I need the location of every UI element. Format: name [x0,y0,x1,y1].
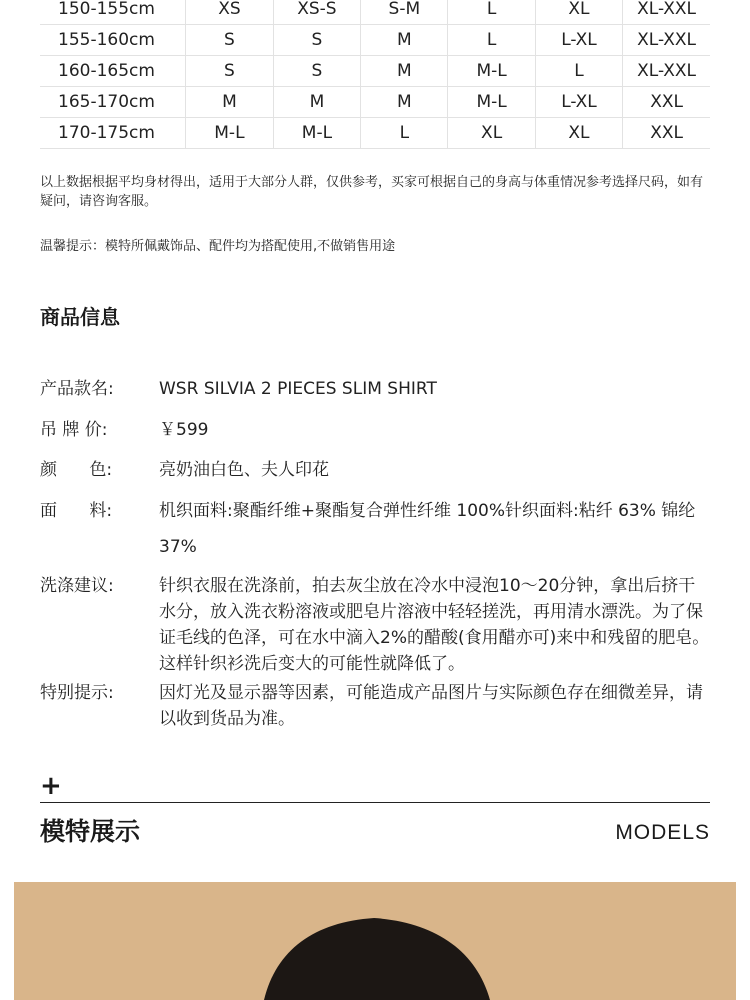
size-cell: M-L [186,118,273,149]
size-row [40,25,710,56]
size-row-height: 165-170cm [40,87,186,118]
size-cell: M [186,87,273,118]
size-cell: XS-S [273,0,361,25]
size-cell: XL-XXL [623,0,710,25]
size-disclaimer: 以上数据根据平均身材得出，适用于大部分人群，仅供参考，买家可根据自己的身高与体重情况参考选择尺码，如有疑问，请咨询客服。 [40,175,704,209]
size-row [40,0,710,25]
size-row-height: 150-155cm [40,0,186,25]
fabric-label: 面 料: [40,501,113,521]
size-cell: M [361,25,448,56]
section-divider [40,802,710,803]
size-cell: XL-XXL [623,25,710,56]
color-label: 颜 色: [40,460,113,480]
special-label: 特别提示: [40,683,114,703]
size-cell: L [361,118,448,149]
size-cell: XS [186,0,273,25]
size-table [40,0,710,149]
size-cell: M-L [448,87,535,118]
special-value: 因灯光及显示器等因素，可能造成产品图片与实际颜色存在细微差异，请以收到货品为准。 [159,683,703,729]
size-row [40,56,710,87]
size-cell: L [448,0,535,25]
fabric-value: 机织面料:聚酯纤维+聚酯复合弹性纤维 100%针织面料:粘纤 63% 锦纶 37% [159,501,696,557]
size-cell: M [273,87,361,118]
size-cell: L-XL [535,87,622,118]
color-value: 亮奶油白色、夫人印花 [159,460,329,480]
price-value: ￥599 [159,420,209,440]
size-cell: L [448,25,535,56]
wash-label: 洗涤建议: [40,576,114,596]
size-row-height: 155-160cm [40,25,186,56]
size-cell: M [361,56,448,87]
size-row-height: 160-165cm [40,56,186,87]
size-cell: S [186,25,273,56]
size-cell: XXL [623,118,710,149]
name-value: WSR SILVIA 2 PIECES SLIM SHIRT [159,379,437,399]
product-info-title: 商品信息 [40,305,120,329]
size-cell: S [186,56,273,87]
size-cell: XXL [623,87,710,118]
price-label: 吊 牌 价: [40,420,108,440]
size-cell: XL-XXL [623,56,710,87]
size-row [40,87,710,118]
size-row [40,118,710,149]
size-cell: S-M [361,0,448,25]
size-cell: M-L [273,118,361,149]
plus-icon: + [40,771,62,801]
accessory-tip: 温馨提示：模特所佩戴饰品、配件均为搭配使用,不做销售用途 [40,239,396,254]
size-cell: S [273,25,361,56]
models-title-en: MODELS [615,821,710,844]
hair-shape [264,918,490,1000]
model-hair-illustration [14,882,736,1000]
size-row-height: 170-175cm [40,118,186,149]
size-cell: L [535,56,622,87]
size-cell: XL [535,0,622,25]
size-cell: S [273,56,361,87]
wash-value: 针织衣服在洗涤前，拍去灰尘放在冷水中浸泡10～20分钟，拿出后挤干水分，放入洗衣粉溶液或肥皂片溶液中轻轻搓洗，再用清水漂洗。为了保证毛线的色泽，可在水中滴入2%的醋酸(食用醋亦可)来中和残留的肥皂。这样针织衫洗后变大的可能性就降低了。 [159,576,710,674]
name-label: 产品款名: [40,379,114,399]
size-cell: L-XL [535,25,622,56]
size-cell: M [361,87,448,118]
models-title-cn: 模特展示 [40,817,141,846]
size-cell: XL [448,118,535,149]
size-cell: M-L [448,56,535,87]
size-cell: XL [535,118,622,149]
model-photo [14,882,736,1000]
